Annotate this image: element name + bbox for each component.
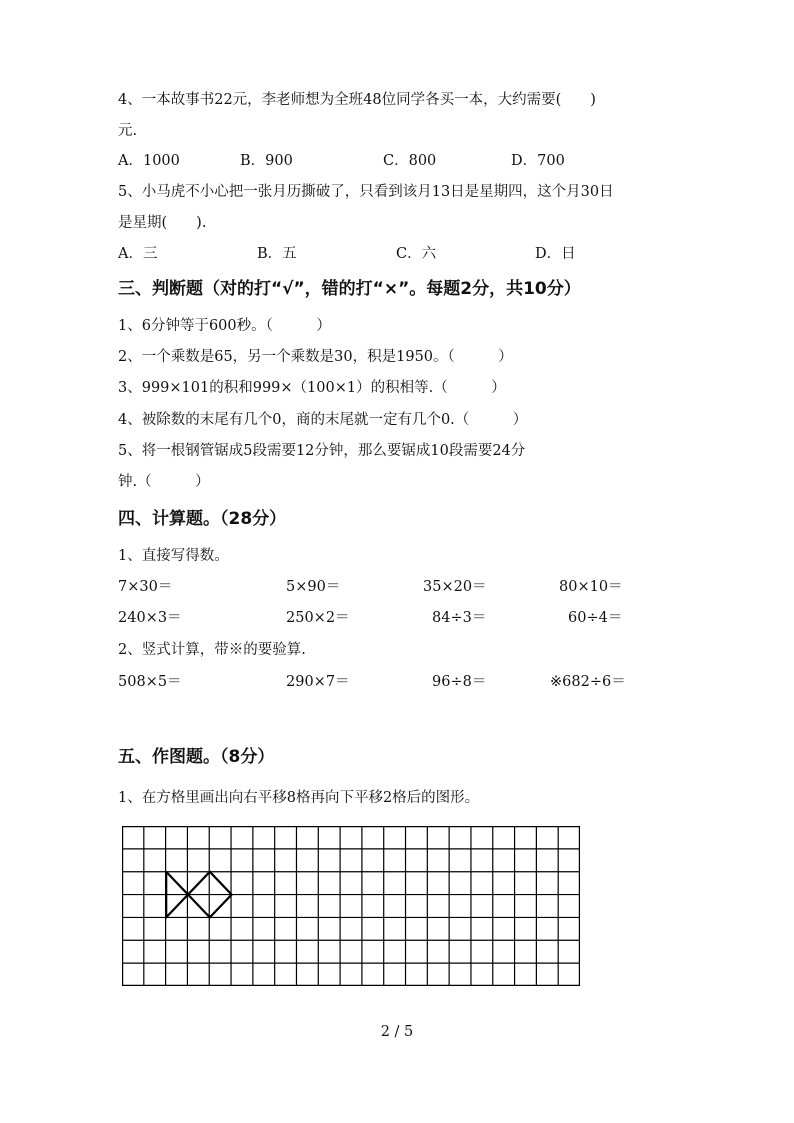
section3-heading: 三、判断题（对的打“√”，错的打“×”。每题2分，共10分）	[118, 279, 581, 299]
judge-item-4: 4、被除数的末尾有几个0，商的末尾就一定有几个0.（ ）	[118, 412, 528, 428]
draw-q1: 1、在方格里画出向右平移8格再向下平移2格后的图形。	[118, 790, 480, 806]
calc-item: 290×7＝	[286, 674, 350, 690]
calc-item: 35×20＝	[423, 579, 487, 595]
q5-option-c: C．六	[396, 246, 437, 262]
calc-item: 60÷4＝	[568, 610, 623, 626]
calc-q2: 2、竖式计算，带※的要验算.	[118, 642, 306, 658]
judge-item-1: 1、6分钟等于600秒。（ ）	[118, 318, 331, 334]
q5-option-b: B．五	[257, 246, 297, 262]
calc-item: 250×2＝	[286, 610, 350, 626]
drawing-grid[interactable]	[122, 826, 580, 986]
calc-q1: 1、直接写得数。	[118, 548, 229, 564]
q4-option-a: A．1000	[118, 153, 180, 169]
q5-option-d: D．日	[535, 246, 576, 262]
judge-item-5: 5、将一根钢管锯成5段需要12分钟，那么要锯成10段需要24分	[118, 443, 526, 459]
judge-item-5-cont: 钟.（ ）	[118, 474, 210, 490]
calc-item: 508×5＝	[118, 674, 182, 690]
q5-option-a: A．三	[118, 246, 158, 262]
page-number: 2 / 5	[380, 1024, 414, 1040]
grid-lines	[122, 826, 580, 986]
calc-item: 7×30＝	[118, 579, 173, 595]
calc-item: ※682÷6＝	[550, 674, 626, 690]
q4-option-d: D．700	[511, 153, 565, 169]
q5-line2: 是星期( ).	[118, 215, 207, 231]
q5-line1: 5、小马虎不小心把一张月历撕破了，只看到该月13日是星期四，这个月30日	[118, 184, 614, 200]
calc-item: 96÷8＝	[432, 674, 487, 690]
calc-item: 84÷3＝	[432, 610, 487, 626]
q4-line1: 4、一本故事书22元，李老师想为全班48位同学各买一本，大约需要( )	[118, 92, 596, 108]
judge-item-2: 2、一个乘数是65，另一个乘数是30，积是1950。（ ）	[118, 349, 513, 365]
q4-option-b: B．900	[240, 153, 293, 169]
section4-heading: 四、计算题。（28分）	[118, 509, 287, 529]
section5-heading: 五、作图题。（8分）	[118, 747, 275, 767]
calc-item: 5×90＝	[286, 579, 341, 595]
calc-item: 80×10＝	[559, 579, 623, 595]
judge-item-3: 3、999×101的积和999×（100×1）的积相等.（ ）	[118, 380, 506, 396]
calc-item: 240×3＝	[118, 610, 182, 626]
q4-option-c: C．800	[383, 153, 437, 169]
q4-line2: 元.	[118, 123, 138, 139]
